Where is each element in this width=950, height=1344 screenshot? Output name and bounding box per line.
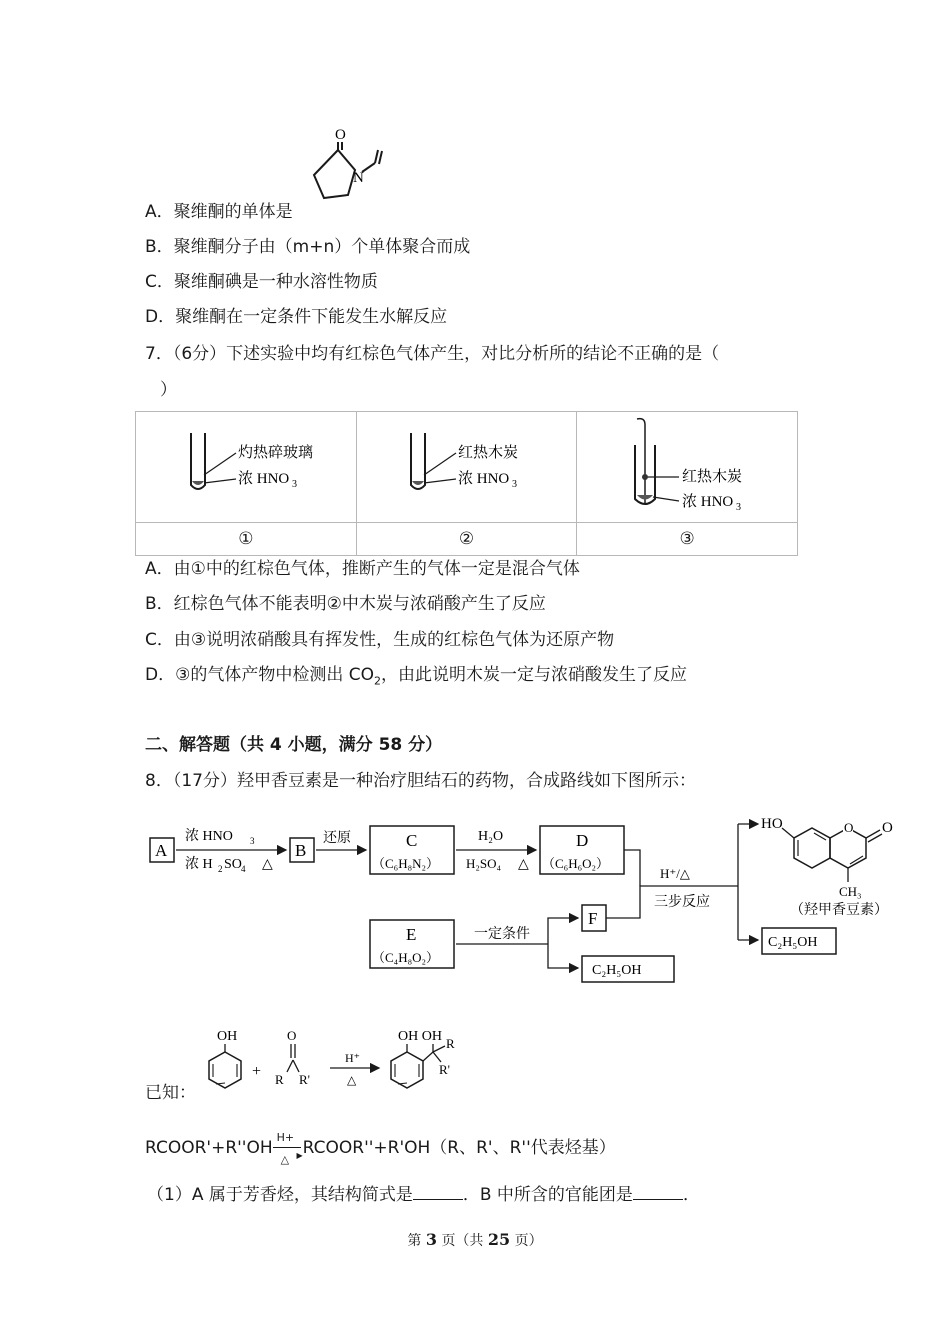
exp2-label-top: 红热木炭 [458, 444, 519, 461]
known2-arrow: H+ ▶ △ [273, 1138, 303, 1158]
exp1-sub: 3 [291, 478, 297, 490]
q7-option-a: A．由①中的红棕色气体，推断产生的气体一定是混合气体 [145, 559, 580, 579]
route-cd-bot: H₂SO₄ [466, 856, 502, 871]
section-title: 二、解答题（共 4 小题，满分 58 分） [145, 735, 443, 755]
experiment-1-cell [136, 412, 357, 523]
monomer-n: N [353, 170, 364, 186]
q6-option-b: B．聚维酮分子由（m+n）个单体聚合而成 [145, 237, 471, 257]
route-ab-bot: 浓 H [185, 857, 213, 872]
coumarin-name: （羟甲香豆素） [790, 903, 888, 918]
route-ethanol-1: C₂H₅OH [592, 963, 642, 978]
exp2-sub: 3 [512, 478, 518, 490]
footer-pre: 第 [407, 1233, 422, 1249]
route-e-formula: （C₄H₈O₂） [372, 950, 440, 965]
footer-total-pages: 25 [487, 1230, 511, 1249]
q6-option-d: D．聚维酮在一定条件下能发生水解反应 [145, 307, 448, 327]
coumarin-ch3: CH₃ [839, 884, 862, 899]
q7-option-d-pre: D．③的气体产物中检测出 CO [145, 665, 374, 685]
monomer-o: O [335, 127, 346, 143]
q6-option-c: C．聚维酮碘是一种水溶性物质 [145, 272, 378, 292]
known1-prod-rp: R' [439, 1062, 451, 1077]
q7-stem-end: ） [160, 380, 177, 400]
answer-blank-2[interactable] [633, 1182, 683, 1200]
answer-blank-1[interactable] [413, 1182, 463, 1200]
route-cd-delta: △ [518, 857, 529, 872]
route-ethanol-2: C₂H₅OH [768, 935, 818, 950]
q7-option-d-sub: 2 [374, 674, 381, 688]
route-ab-top: 浓 HNO [185, 829, 233, 844]
route-final-bot: 三步反应 [654, 895, 710, 910]
known-reaction-1 [195, 1026, 495, 1100]
q8-sub1-pre: （1）A 属于芳香烃，其结构简式是 [147, 1185, 413, 1205]
coumarin-ho: HO [761, 816, 783, 832]
q6-option-a: A．聚维酮的单体是 [145, 202, 293, 222]
known1-prod-oh: OH OH [398, 1029, 442, 1044]
route-final-top: H⁺/△ [660, 866, 690, 881]
route-ab-top-sub: 3 [250, 836, 255, 846]
known2-pre: RCOOR'+R''OH [145, 1138, 273, 1158]
known1-r: R [275, 1072, 284, 1087]
page-footer [0, 1230, 950, 1250]
route-f: F [588, 909, 598, 928]
q8-sub1-end: ． [682, 1185, 700, 1205]
q7-option-d [145, 663, 687, 693]
route-ab-bot-rest: SO [224, 857, 242, 872]
experiment-3-number: ③ [577, 523, 798, 556]
experiment-2-cell [356, 412, 577, 523]
known2-cond-top: H+ [276, 1131, 295, 1144]
footer-page-number: 3 [425, 1230, 437, 1249]
footer-post: 页） [514, 1233, 543, 1249]
known1-h-plus: H⁺ [345, 1051, 360, 1065]
known2-post: RCOOR''+R'OH（R、R'、R''代表烃基） [302, 1138, 616, 1158]
exp3-label-bottom: 浓 HNO [682, 493, 734, 510]
q7-stem: 7．（6分）下述实验中均有红棕色气体产生，对比分析所的结论不正确的是（ [145, 344, 720, 364]
route-ab-bot-sub: 2 [218, 864, 223, 874]
q8-sub1-mid: ．B 中所含的官能团是 [462, 1185, 633, 1205]
coumarin-structure [761, 816, 893, 918]
experiment-table [135, 411, 798, 556]
known1-prod-r: R [446, 1036, 455, 1051]
known1-plus: + [252, 1063, 262, 1080]
known-label: 已知： [145, 1083, 196, 1103]
q7-option-c: C．由③说明浓硝酸具有挥发性，生成的红棕色气体为还原产物 [145, 630, 615, 650]
route-b: B [295, 841, 307, 860]
exp3-sub: 3 [736, 501, 742, 513]
monomer-structure [300, 120, 400, 220]
exp1-label-top: 灼热碎玻璃 [237, 444, 313, 461]
route-bc: 还原 [323, 831, 351, 846]
route-ab-delta: △ [262, 857, 273, 872]
coumarin-ring-o: O [844, 820, 854, 835]
experiment-1-number: ① [136, 523, 357, 556]
experiment-3-cell [577, 412, 798, 523]
experiment-2-number: ② [356, 523, 577, 556]
route-d-formula: （C₆H₆O₂） [542, 856, 610, 871]
exp1-label-bottom: 浓 HNO [237, 470, 290, 487]
exp3-label-top: 红热木炭 [682, 468, 743, 485]
known1-rp: R' [299, 1072, 311, 1087]
known2-cond-bot: △ [280, 1153, 290, 1166]
q7-option-b: B．红棕色气体不能表明②中木炭与浓硝酸产生了反应 [145, 594, 546, 614]
route-ab-bot-sub2: 4 [241, 864, 246, 874]
footer-mid: 页（共 [441, 1233, 484, 1249]
known-reaction-2 [145, 1131, 616, 1166]
known1-delta: △ [347, 1073, 357, 1087]
q7-option-d-post: ，由此说明木炭一定与浓硝酸发生了反应 [381, 665, 687, 685]
q8-sub1 [147, 1182, 700, 1207]
coumarin-carbonyl-o: O [882, 820, 893, 836]
route-cd-top: H₂O [478, 829, 504, 844]
route-c: C [406, 831, 418, 850]
route-a: A [155, 841, 168, 860]
route-e-condition: 一定条件 [474, 927, 530, 942]
known1-o: O [287, 1028, 297, 1043]
route-e: E [406, 925, 417, 944]
known1-oh: OH [217, 1029, 238, 1044]
exp2-label-bottom: 浓 HNO [458, 470, 510, 487]
q8-stem: 8．（17分）羟甲香豆素是一种治疗胆结石的药物，合成路线如下图所示： [145, 771, 696, 791]
synthesis-route [140, 810, 920, 990]
route-d: D [576, 831, 589, 850]
route-c-formula: （C₆H₈N₂） [372, 856, 440, 871]
